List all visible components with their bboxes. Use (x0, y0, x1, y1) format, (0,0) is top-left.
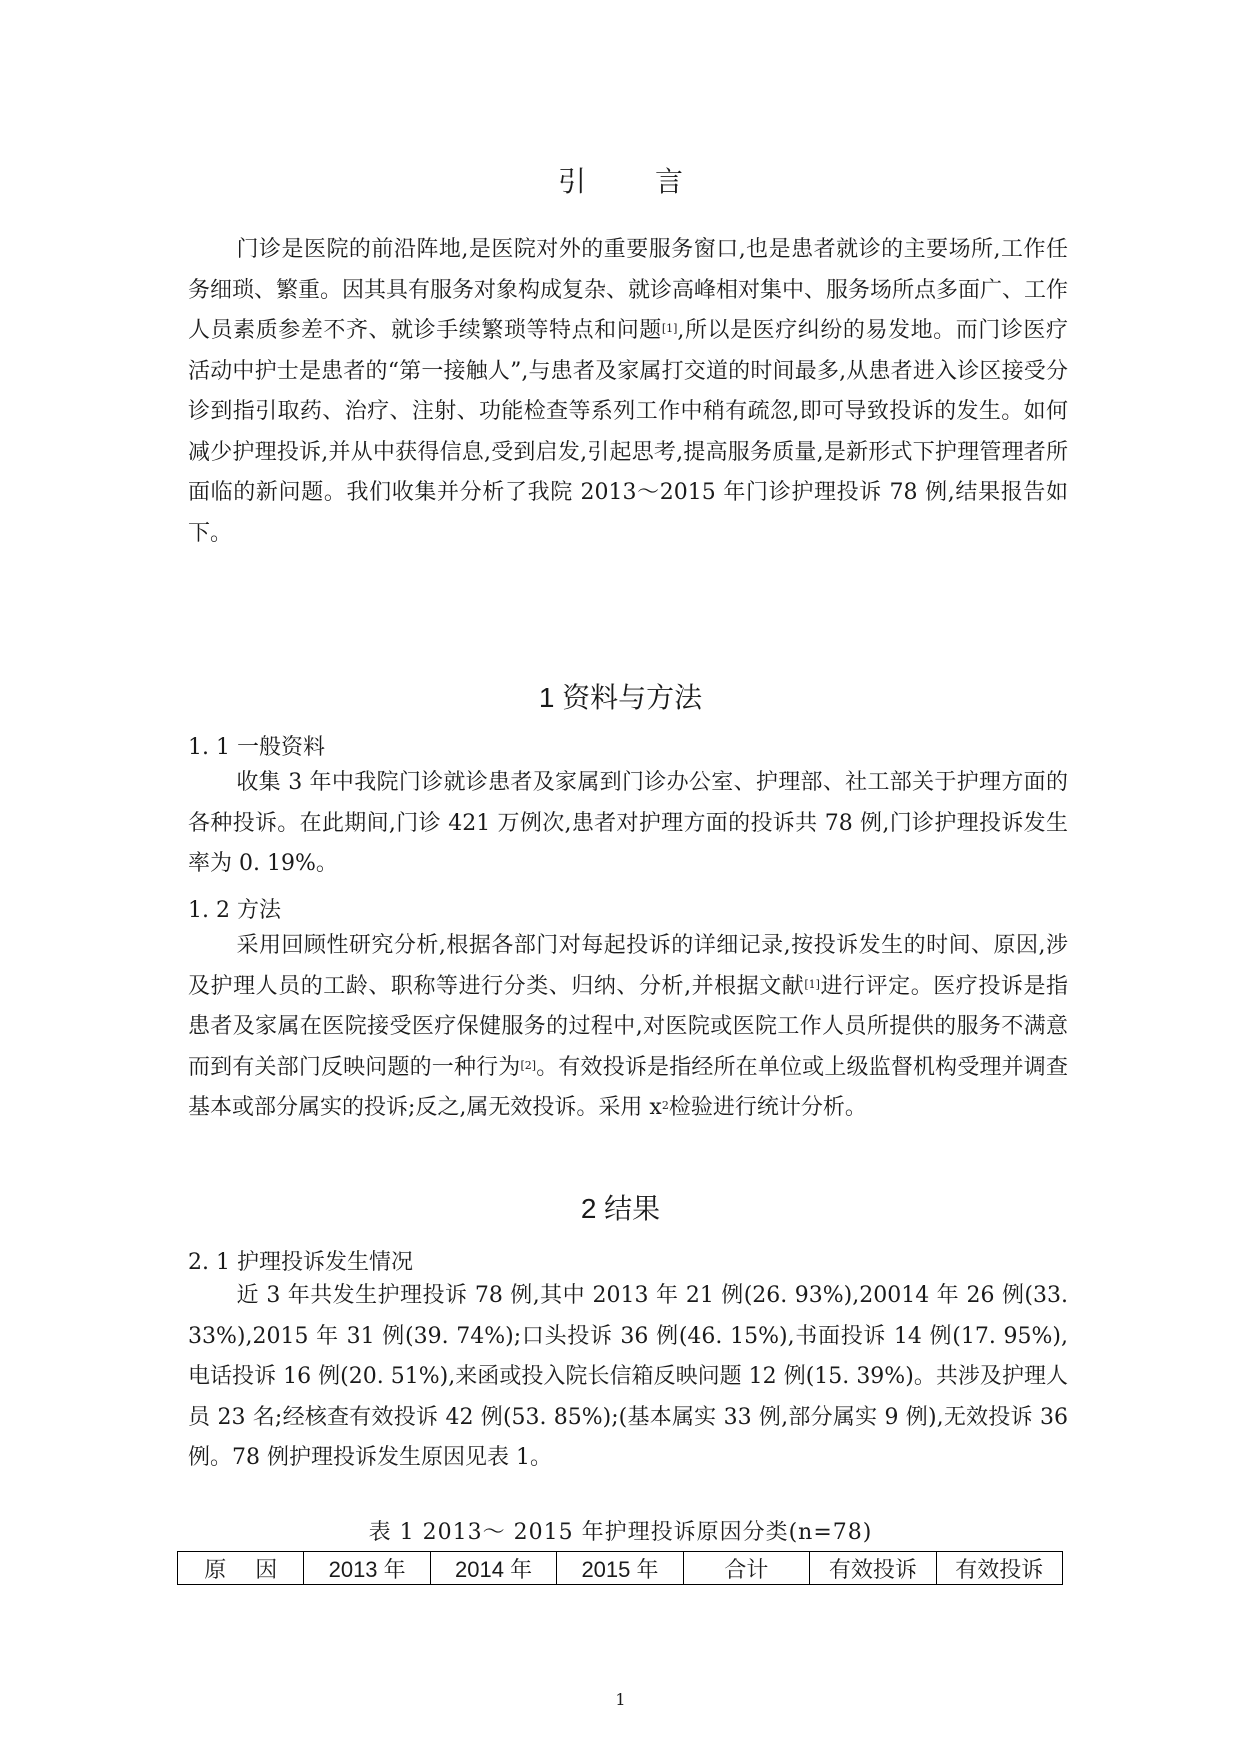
citation-ref: [1] (661, 322, 678, 335)
table-header-row (178, 1552, 1063, 1585)
subsection-2-1-heading: 2. 1 护理投诉发生情况 (188, 1250, 413, 1275)
intro-text-part1: 门诊是医院的前沿阵地,是医院对外的重要服务窗口,也是患者就诊的主要场所,工作任务细琐、繁重。因其具有服务对象构成复杂、就诊高峰相对集中、服务场所点多面广、工作人员素质参差不齐、就诊手续繁琐等特点和问题 (188, 237, 1069, 343)
subsection-1-2-heading: 1. 2 方法 (188, 898, 281, 923)
subsection-2-1-text: 近 3 年共发生护理投诉 78 例,其中 2013 年 21 例(26. 93%),20014 年 26 例(33. 33%),2015 年 31 例(39. 74%);口头投诉 36 例(46. 15%),书面投诉 14 例(17. 95%),电话投诉 16 例(20. 51%),来函或投入院长信箱反映问题 12 例(15. 39%)。共涉及护理人员 23 名;经核查有效投诉 42 例(53. 85%);(基本属实 33 例,部分属实 9 例),无效投诉 36 例。78 例护理投诉发生原因见表 1。 (188, 1283, 1068, 1470)
superscript-exponent: 2 (661, 1099, 669, 1112)
citation-ref: [2] (520, 1058, 537, 1072)
citation-ref: [1] (804, 977, 820, 991)
table-header-2014: 2014 年 (430, 1552, 556, 1585)
section2-heading: 2 结果 (580, 1193, 661, 1224)
subsection-1-1-heading: 1. 1 一般资料 (188, 735, 325, 760)
table-header-total: 合计 (683, 1552, 809, 1585)
section1-heading: 1 资料与方法 (538, 682, 703, 713)
complaint-cause-table (177, 1551, 1063, 1585)
table-header-valid-complaints-2: 有效投诉 (936, 1552, 1062, 1585)
intro-text-part2: ,所以是医疗纠纷的易发地。而门诊医疗活动中护士是患者的“第一接触人”,与患者及家属打交道的时间最多,从患者进入诊区接受分诊到指引取药、治疗、注射、功能检查等系列工作中稍有疏忽,即可导致投诉的发生。如何减少护理投诉,并从中获得信息,受到启发,引起思考,提高服务质量,是新形式下护理管理者所面临的新问题。我们收集并分析了我院 2013～2015 年门诊护理投诉 78 例,结果报告如下。 (188, 318, 1068, 546)
table-header-2015: 2015 年 (557, 1552, 683, 1585)
table-header-2013: 2013 年 (304, 1552, 430, 1585)
intro-paragraph (188, 230, 1068, 554)
page-number: 1 (615, 1690, 626, 1709)
table-header-valid-complaints: 有效投诉 (810, 1552, 936, 1585)
intro-title: 引 言 (558, 165, 713, 198)
table-header-cause: 原 因 (178, 1552, 304, 1585)
subsection-1-2-text: 采用回顾性研究分析,根据各部门对每起投诉的详细记录,按投诉发生的时间、原因,涉及护理人员的工龄、职称等进行分类、归纳、分析,并根据文献[1]进行评定。医疗投诉是指患者及家属在医院接受医疗保健服务的过程中,对医院或医院工作人员所提供的服务不满意而到有关部门反映问题的一种行为[2]。有效投诉是指经所在单位或上级监督机构受理并调查基本或部分属实的投诉;反之,属无效投诉。采用 $x^2$检验进行统计分析。 (188, 933, 1068, 1120)
table1-caption: 表 1 2013～ 2015 年护理投诉原因分类(n=78) (368, 1520, 873, 1545)
subsection-1-1-text: 收集 3 年中我院门诊就诊患者及家属到门诊办公室、护理部、社工部关于护理方面的各种投诉。在此期间,门诊 421 万例次,患者对护理方面的投诉共 78 例,门诊护理投诉发生率为 0. 19%。 (188, 770, 1068, 876)
